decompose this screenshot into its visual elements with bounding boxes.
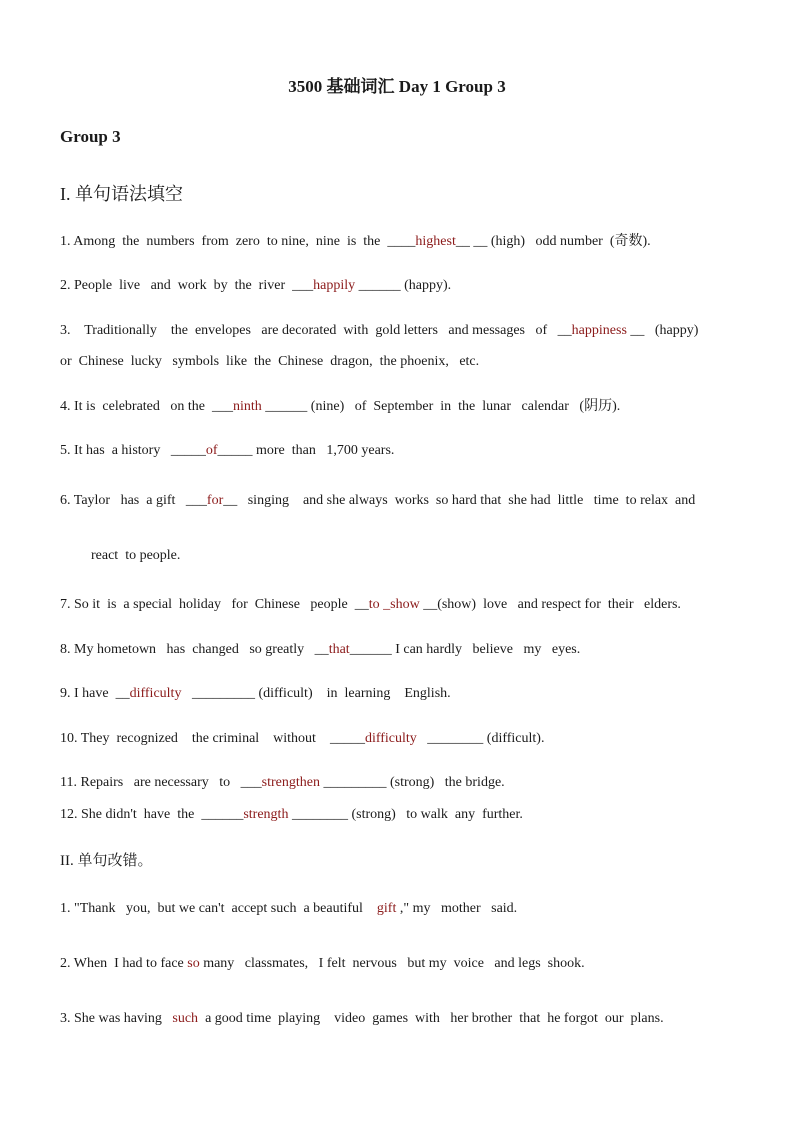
section-2-heading: II. 单句改错。 <box>60 853 153 869</box>
answer-2: happily <box>313 278 356 293</box>
question-6: 6. Taylor has a gift ___for__ singing and she always works so hard that she had little time to relax and <box>60 493 696 508</box>
answer-11: strengthen <box>261 775 320 790</box>
correction-answer-3: such <box>172 1011 199 1026</box>
correction-answer-2: so <box>187 956 200 971</box>
question-3: 3. Traditionally the envelopes are decorated with gold letters and messages of __happiness __ (happy) <box>60 323 699 338</box>
section-1-heading: I. 单句语法填空 <box>60 184 183 204</box>
group-label: Group 3 <box>60 127 121 146</box>
question-4: 4. It is celebrated on the ___ninth ______ (nine) of September in the lunar calendar (阴历). <box>60 399 621 414</box>
question-11: 11. Repairs are necessary to ___strengthen _________ (strong) the bridge. <box>60 775 505 790</box>
question-6-continued: react to people. <box>91 548 181 563</box>
question-8: 8. My hometown has changed so greatly __that______ I can hardly believe my eyes. <box>60 642 581 657</box>
question-7: 7. So it is a special holiday for Chinese people __to _show __(show) love and respect for their elders. <box>60 597 681 612</box>
question-9: 9. I have __difficulty _________ (difficult) in learning English. <box>60 686 451 701</box>
correction-2: 2. When I had to face so many classmates, I felt nervous but my voice and legs shook. <box>60 956 585 971</box>
page-title: 3500 基础词汇 Day 1 Group 3 <box>288 77 506 96</box>
correction-3: 3. She was having such a good time playing video games with her brother that he forgot our plans. <box>60 1011 664 1026</box>
question-3-continued: or Chinese lucky symbols like the Chinese dragon, the phoenix, etc. <box>60 354 480 369</box>
answer-12: strength <box>243 807 289 822</box>
question-12: 12. She didn't have the ______strength ________ (strong) to walk any further. <box>60 807 523 822</box>
question-10: 10. They recognized the criminal without _____difficulty ________ (difficult). <box>60 731 545 746</box>
answer-3: happiness <box>571 323 627 338</box>
answer-8: that <box>328 642 350 657</box>
answer-6: for <box>206 493 224 508</box>
answer-5: of <box>205 443 218 458</box>
correction-1: 1. "Thank you, but we can't accept such a beautiful gift ," my mother said. <box>60 901 518 916</box>
question-5: 5. It has a history _____of_____ more than 1,700 years. <box>60 443 395 458</box>
answer-4: ninth <box>233 399 262 414</box>
question-1: 1. Among the numbers from zero to nine, nine is the ____highest__ __ (high) odd number (奇数). <box>60 234 651 249</box>
correction-answer-1: gift <box>376 901 397 916</box>
question-2: 2. People live and work by the river ___happily ______ (happy). <box>60 278 452 293</box>
answer-10: difficulty <box>364 731 417 746</box>
answer-1: highest <box>415 234 456 249</box>
answer-7: to _show <box>368 597 420 612</box>
answer-9: difficulty <box>129 686 182 701</box>
